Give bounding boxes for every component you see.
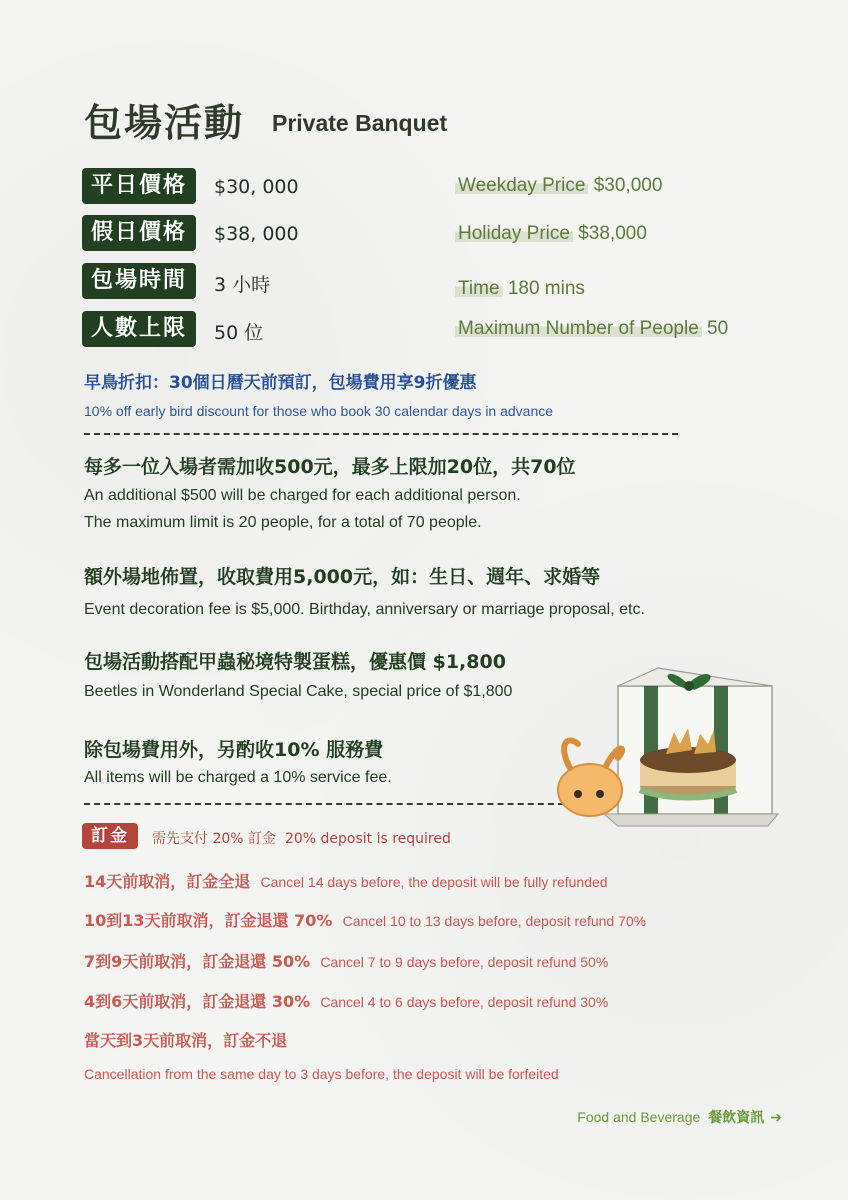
footer-en: Food and Beverage	[577, 1109, 701, 1125]
capacity-en-label: Maximum Number of People	[455, 318, 702, 339]
additional-person-zh: 每多一位入場者需加收500元，最多上限加20位，共70位	[84, 456, 576, 478]
deposit-label: 訂金	[82, 823, 138, 849]
capacity-en-value: 50	[707, 318, 729, 339]
holiday-price-en	[455, 223, 647, 245]
early-bird-zh: 早鳥折扣：30個日曆天前預訂，包場費用享9折優惠	[84, 373, 477, 393]
service-fee-zh: 除包場費用外，另酌收10% 服務費	[84, 739, 384, 761]
duration-en-label: Time	[455, 278, 503, 299]
cancel-policy-4-en: Cancel 4 to 6 days before, deposit refund 30%	[320, 994, 609, 1010]
cancel-policy-2-zh: 10到13天前取消，訂金退還 70%	[84, 911, 333, 930]
capacity-value: 50 位	[214, 322, 264, 344]
holiday-price-en-label: Holiday Price	[455, 223, 573, 244]
cancel-policy-1-zh: 14天前取消，訂金全退	[84, 872, 251, 891]
deposit-text	[152, 828, 451, 848]
cancel-policy-4	[84, 989, 608, 1012]
duration-value: 3 小時	[214, 274, 271, 296]
arrow-right-icon: ➔	[770, 1109, 782, 1125]
duration-label: 包場時間	[82, 263, 196, 299]
capacity-label: 人數上限	[82, 311, 196, 347]
weekday-price-value: $30, 000	[214, 176, 299, 198]
service-fee-en: All items will be charged a 10% service fee.	[84, 769, 392, 786]
cake-zh: 包場活動搭配甲蟲秘境特製蛋糕，優惠價 $1,800	[84, 651, 506, 673]
duration-en	[455, 278, 585, 300]
cancel-policy-2-en: Cancel 10 to 13 days before, deposit refund 70%	[342, 913, 647, 929]
decoration-en: Event decoration fee is $5,000. Birthday, anniversary or marriage proposal, etc.	[84, 601, 645, 618]
cancel-policy-3-en: Cancel 7 to 9 days before, deposit refund 50%	[320, 954, 609, 970]
deposit-en: 20% deposit is required	[284, 831, 451, 847]
food-beverage-link[interactable]	[577, 1107, 782, 1127]
cancel-policy-1-en: Cancel 14 days before, the deposit will be fully refunded	[260, 874, 608, 890]
footer-zh: 餐飲資訊	[708, 1109, 765, 1125]
page-title-en: Private Banquet	[272, 110, 448, 136]
additional-person-en-2: The maximum limit is 20 people, for a total of 70 people.	[84, 514, 482, 531]
cake-box-illustration	[548, 662, 788, 834]
cancel-policy-5-en: Cancellation from the same day to 3 days before, the deposit will be forfeited	[84, 1066, 559, 1082]
weekday-price-en-label: Weekday Price	[455, 175, 588, 196]
decoration-zh: 額外場地佈置，收取費用5,000元，如：生日、週年、求婚等	[84, 566, 601, 588]
holiday-price-label: 假日價格	[82, 215, 196, 251]
deposit-zh: 需先支付 20% 訂金	[152, 831, 277, 847]
divider-top	[84, 433, 678, 435]
cancel-policy-1	[84, 869, 608, 892]
weekday-price-en-value: $30,000	[593, 175, 663, 196]
cancel-policy-5-zh: 當天到3天前取消，訂金不退	[84, 1031, 288, 1050]
duration-en-value: 180 mins	[507, 278, 585, 299]
cake-en: Beetles in Wonderland Special Cake, special price of $1,800	[84, 683, 513, 700]
early-bird-en: 10% off early bird discount for those who book 30 calendar days in advance	[84, 403, 554, 419]
additional-person-en-1: An additional $500 will be charged for each additional person.	[84, 487, 521, 504]
cancel-policy-4-zh: 4到6天前取消，訂金退還 30%	[84, 992, 311, 1011]
page-title-zh: 包場活動	[84, 101, 245, 145]
cancel-policy-2	[84, 908, 646, 931]
weekday-price-en	[455, 175, 662, 197]
cancel-policy-3	[84, 949, 608, 972]
beetle-mascot-icon	[558, 740, 622, 816]
holiday-price-value: $38, 000	[214, 223, 299, 245]
capacity-en	[455, 318, 728, 340]
divider-bottom	[84, 803, 564, 805]
holiday-price-en-value: $38,000	[578, 223, 647, 244]
cancel-policy-3-zh: 7到9天前取消，訂金退還 50%	[84, 952, 311, 971]
weekday-price-label: 平日價格	[82, 168, 196, 204]
